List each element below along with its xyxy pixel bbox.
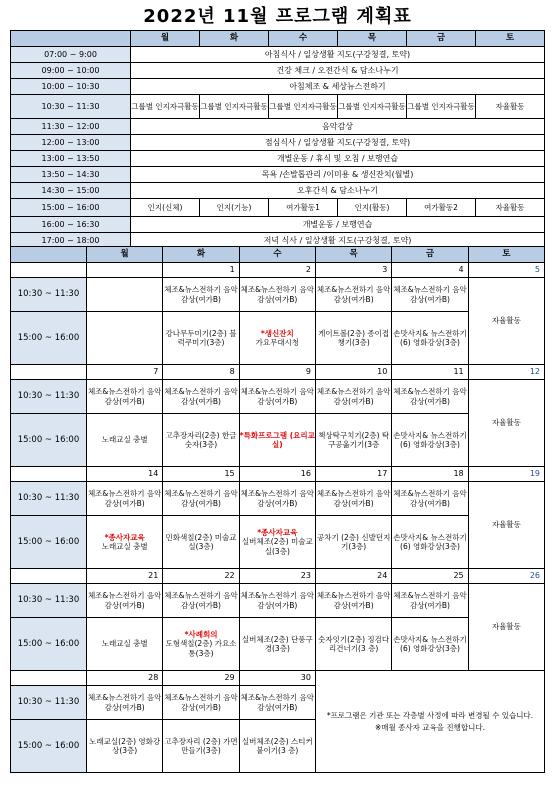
time-slot: 13:00 ~ 13:50 bbox=[11, 151, 131, 167]
activity: 노래교실 충별 bbox=[87, 618, 163, 671]
activity: 체조&뉴스전하기 음악감상(여가B) bbox=[392, 278, 468, 312]
activity: 저녁 식사 / 일상생활 지도(구강청결, 토약) bbox=[131, 233, 545, 249]
weekday-fri: 금 bbox=[392, 247, 468, 263]
time-slot: 09:00 ~ 10:00 bbox=[11, 63, 131, 79]
time-slot: 11:30 ~ 12:00 bbox=[11, 119, 131, 135]
activity: 실버체조(2층) 미술교실(3층) bbox=[241, 537, 313, 556]
activity: 체조&뉴스전하기 음악감상(여가B) bbox=[315, 278, 391, 312]
activity: 노래교실 충별 bbox=[87, 414, 163, 467]
activity: 체조&뉴스전하기 음악감상(여가B) bbox=[239, 380, 315, 414]
time-slot: 15:00 ~ 16:00 bbox=[11, 312, 87, 365]
date: 9 bbox=[239, 365, 315, 380]
activity: 체조&뉴스전하기 음악감상(여가B) bbox=[315, 380, 391, 414]
activity: 체조&뉴스전하기 음악감상(여가B) bbox=[392, 380, 468, 414]
activity: 게이트볼(2층) 종이접챙기(3층) bbox=[315, 312, 391, 365]
note-text: ※매월 종사자 교육을 진행합니다. bbox=[374, 722, 485, 732]
saturday-activity: 자율활동 bbox=[468, 482, 544, 569]
activity: 숫자잇기(2층) 징검다리건너기(3 층) bbox=[315, 618, 391, 671]
saturday-activity: 자율활동 bbox=[468, 380, 544, 467]
weekday-wed: 수 bbox=[269, 31, 338, 47]
activity: 체조&뉴스전하기 음악감상(여가B) bbox=[163, 380, 239, 414]
weekday-sat: 토 bbox=[476, 31, 545, 47]
weekday-tue: 화 bbox=[163, 247, 239, 263]
weekday-thu: 목 bbox=[338, 31, 407, 47]
weekday-fri: 금 bbox=[407, 31, 476, 47]
weekday-mon: 월 bbox=[87, 247, 163, 263]
date bbox=[87, 263, 163, 278]
time-slot: 15:00 ~ 16:00 bbox=[11, 414, 87, 467]
activity: 점심식사 / 일상생활 지도(구강청결, 토약) bbox=[131, 135, 545, 151]
date: 11 bbox=[392, 365, 468, 380]
saturday-activity: 자율활동 bbox=[468, 584, 544, 671]
date: 30 bbox=[239, 671, 315, 686]
time-slot: 10:30 ~ 11:30 bbox=[11, 278, 87, 312]
activity: 여가활동2 bbox=[407, 199, 476, 217]
activity: 체조&뉴스전하기 음악감상(여가B) bbox=[87, 686, 163, 720]
saturday-activity: 자율활동 bbox=[468, 278, 544, 365]
date: 5 bbox=[468, 263, 544, 278]
date: 8 bbox=[163, 365, 239, 380]
time-slot: 13:50 ~ 14:30 bbox=[11, 167, 131, 183]
date: 18 bbox=[392, 467, 468, 482]
activity: 체조&뉴스전하기 음악감상(여가B) bbox=[239, 482, 315, 516]
time-slot: 10:00 ~ 10:30 bbox=[11, 79, 131, 95]
time-slot: 15:00 ~ 16:00 bbox=[11, 720, 87, 773]
event-label: *특화프로그램 (요리교실) bbox=[239, 414, 315, 467]
activity: 체조&뉴스전하기 음악감상(여가B) bbox=[163, 278, 239, 312]
activity: 그룹별 인지자극활동 bbox=[407, 95, 476, 119]
activity: 자율활동 bbox=[476, 199, 545, 217]
date: 10 bbox=[315, 365, 391, 380]
time-slot: 07:00 ~ 9:00 bbox=[11, 47, 131, 63]
activity: 인지(신체) bbox=[131, 199, 200, 217]
activity: 손맛사지& 뉴스전하기(6) 영화강상(3층) bbox=[392, 312, 468, 365]
activity: 실버체조(2층) 단풍구경(3층) bbox=[239, 618, 315, 671]
activity: 아침식사 / 일상생활 지도(구강청결, 토약) bbox=[131, 47, 545, 63]
monthly-calendar-table bbox=[10, 246, 545, 773]
activity: 체조&뉴스전하기 음악감상(여가B) bbox=[87, 482, 163, 516]
date: 7 bbox=[87, 365, 163, 380]
activity: 자율활동 bbox=[476, 95, 545, 119]
date: 28 bbox=[87, 671, 163, 686]
activity: 손맛사지& 뉴스전하기(6) 영화강상(3층) bbox=[392, 618, 468, 671]
date: 26 bbox=[468, 569, 544, 584]
notes-box bbox=[315, 671, 544, 773]
time-slot: 15:00 ~ 16:00 bbox=[11, 199, 131, 217]
activity: 체조&뉴스전하기 음악감상(여가B) bbox=[87, 584, 163, 618]
event-label: *사례회의 bbox=[184, 629, 218, 639]
date: 25 bbox=[392, 569, 468, 584]
time-slot: 15:00 ~ 16:00 bbox=[11, 516, 87, 569]
activity: 목욕 /손발톱관리 /이미용 & 생신잔치(월별) bbox=[131, 167, 545, 183]
page-title: 2022년 11월 프로그램 계획표 bbox=[143, 6, 412, 27]
date: 12 bbox=[468, 365, 544, 380]
activity: 책상탁구치기(2층) 탁구공옮기기(3층 bbox=[315, 414, 391, 467]
time-slot: 10:30 ~ 11:30 bbox=[11, 380, 87, 414]
activity: 아침체조 & 세상뉴스전하기 bbox=[131, 79, 545, 95]
activity: 체조&뉴스전하기 음악감상(여가B) bbox=[239, 686, 315, 720]
activity-cell bbox=[163, 618, 239, 671]
activity: 손맛사지& 뉴스전하기(6) 영화강상(3층) bbox=[392, 414, 468, 467]
activity: 강나무두미기(2층) 블럭쿠미기(3층) bbox=[163, 312, 239, 365]
time-slot: 12:00 ~ 13:00 bbox=[11, 135, 131, 151]
activity: 공차기 (2층) 신발던지기(3층) bbox=[315, 516, 391, 569]
activity: 건강 체크 / 오전간식 & 담소나누기 bbox=[131, 63, 545, 79]
time-slot: 10:30 ~ 11:30 bbox=[11, 584, 87, 618]
time-slot: 17:00 ~ 18:00 bbox=[11, 233, 131, 249]
date: 22 bbox=[163, 569, 239, 584]
date: 3 bbox=[315, 263, 391, 278]
activity: 노래교실 충별 bbox=[101, 542, 148, 551]
weekday-sat: 토 bbox=[468, 247, 544, 263]
time-slot: 15:00 ~ 16:00 bbox=[11, 618, 87, 671]
date: 17 bbox=[315, 467, 391, 482]
date: 14 bbox=[87, 467, 163, 482]
activity: 그룹별 인지자극활동 bbox=[131, 95, 200, 119]
activity: 체조&뉴스전하기 음악감상(여가B) bbox=[163, 584, 239, 618]
time-slot: 10:30 ~ 11:30 bbox=[11, 686, 87, 720]
date: 21 bbox=[87, 569, 163, 584]
activity: 체조&뉴스전하기 음악감상(여가B) bbox=[163, 686, 239, 720]
activity: 도형색칠(2층) 가요소통(3층) bbox=[165, 639, 237, 658]
weekday-thu: 목 bbox=[315, 247, 391, 263]
date: 19 bbox=[468, 467, 544, 482]
activity: 체조&뉴스전하기 음악감상(여가B) bbox=[239, 278, 315, 312]
date: 29 bbox=[163, 671, 239, 686]
time-slot: 10:30 ~ 11:30 bbox=[11, 95, 131, 119]
activity: 체조&뉴스전하기 음악감상(여가B) bbox=[392, 584, 468, 618]
activity: 고추장자리(2층) 한글숫자(3층) bbox=[163, 414, 239, 467]
date: 2 bbox=[239, 263, 315, 278]
time-slot: 14:30 ~ 15:00 bbox=[11, 183, 131, 199]
activity: 민화색칠(2층) 미술교실(3층) bbox=[163, 516, 239, 569]
date: 16 bbox=[239, 467, 315, 482]
activity: 체조&뉴스전하기 음악감상(여가B) bbox=[315, 482, 391, 516]
activity: 손맛사지& 뉴스전하기(6) 영화강상(3층) bbox=[392, 516, 468, 569]
daily-schedule-table bbox=[10, 30, 545, 249]
activity: 가요무대시청 bbox=[255, 338, 300, 347]
activity-cell bbox=[239, 312, 315, 365]
time-slot: 10:30 ~ 11:30 bbox=[11, 482, 87, 516]
activity: 인지(기능) bbox=[200, 199, 269, 217]
activity: 그룹별 인지자극활동 bbox=[269, 95, 338, 119]
date: 24 bbox=[315, 569, 391, 584]
activity: 노래교실(2층) 영화강상(3층) bbox=[87, 720, 163, 773]
date: 23 bbox=[239, 569, 315, 584]
weekday-tue: 화 bbox=[200, 31, 269, 47]
time-slot: 16:00 ~ 16:30 bbox=[11, 217, 131, 233]
note-text: *프로그램은 기관 또는 각층별 사정에 따라 변경될 수 있습니다. bbox=[326, 710, 534, 720]
activity: 체조&뉴스전하기 음악감상(여가B) bbox=[315, 584, 391, 618]
activity: 개별운동 / 휴식 및 오침 / 보행연습 bbox=[131, 151, 545, 167]
activity: 여가활동1 bbox=[269, 199, 338, 217]
weekday-wed: 수 bbox=[239, 247, 315, 263]
activity: 그룹별 인지자극활동 bbox=[338, 95, 407, 119]
date: 4 bbox=[392, 263, 468, 278]
date: 1 bbox=[163, 263, 239, 278]
event-label: *종사자교육 bbox=[257, 527, 298, 537]
activity: 체조&뉴스전하기 음악감상(여가B) bbox=[87, 380, 163, 414]
weekday-mon: 월 bbox=[131, 31, 200, 47]
event-label: *생신잔치 bbox=[260, 328, 294, 338]
activity: 체조&뉴스전하기 음악감상(여가B) bbox=[239, 584, 315, 618]
activity bbox=[87, 312, 163, 365]
activity: 개별운동 / 보행연습 bbox=[131, 217, 545, 233]
activity: 인지(활동) bbox=[338, 199, 407, 217]
activity-cell bbox=[87, 516, 163, 569]
date: 15 bbox=[163, 467, 239, 482]
activity: 그룹별 인지자극활동 bbox=[200, 95, 269, 119]
activity: 고추장자리 (2층) 가면만들기(3층) bbox=[163, 720, 239, 773]
activity: 체조&뉴스전하기 음악감상(여가B) bbox=[392, 482, 468, 516]
activity: 음악감상 bbox=[131, 119, 545, 135]
activity: 체조&뉴스전하기 음악감상(여가B) bbox=[163, 482, 239, 516]
activity: 오후간식 & 담소나누기 bbox=[131, 183, 545, 199]
activity-cell bbox=[239, 516, 315, 569]
activity: 실버체조(2층) 스티커붙이기(3 층) bbox=[239, 720, 315, 773]
activity bbox=[87, 278, 163, 312]
event-label: *종사자교육 bbox=[104, 532, 145, 542]
